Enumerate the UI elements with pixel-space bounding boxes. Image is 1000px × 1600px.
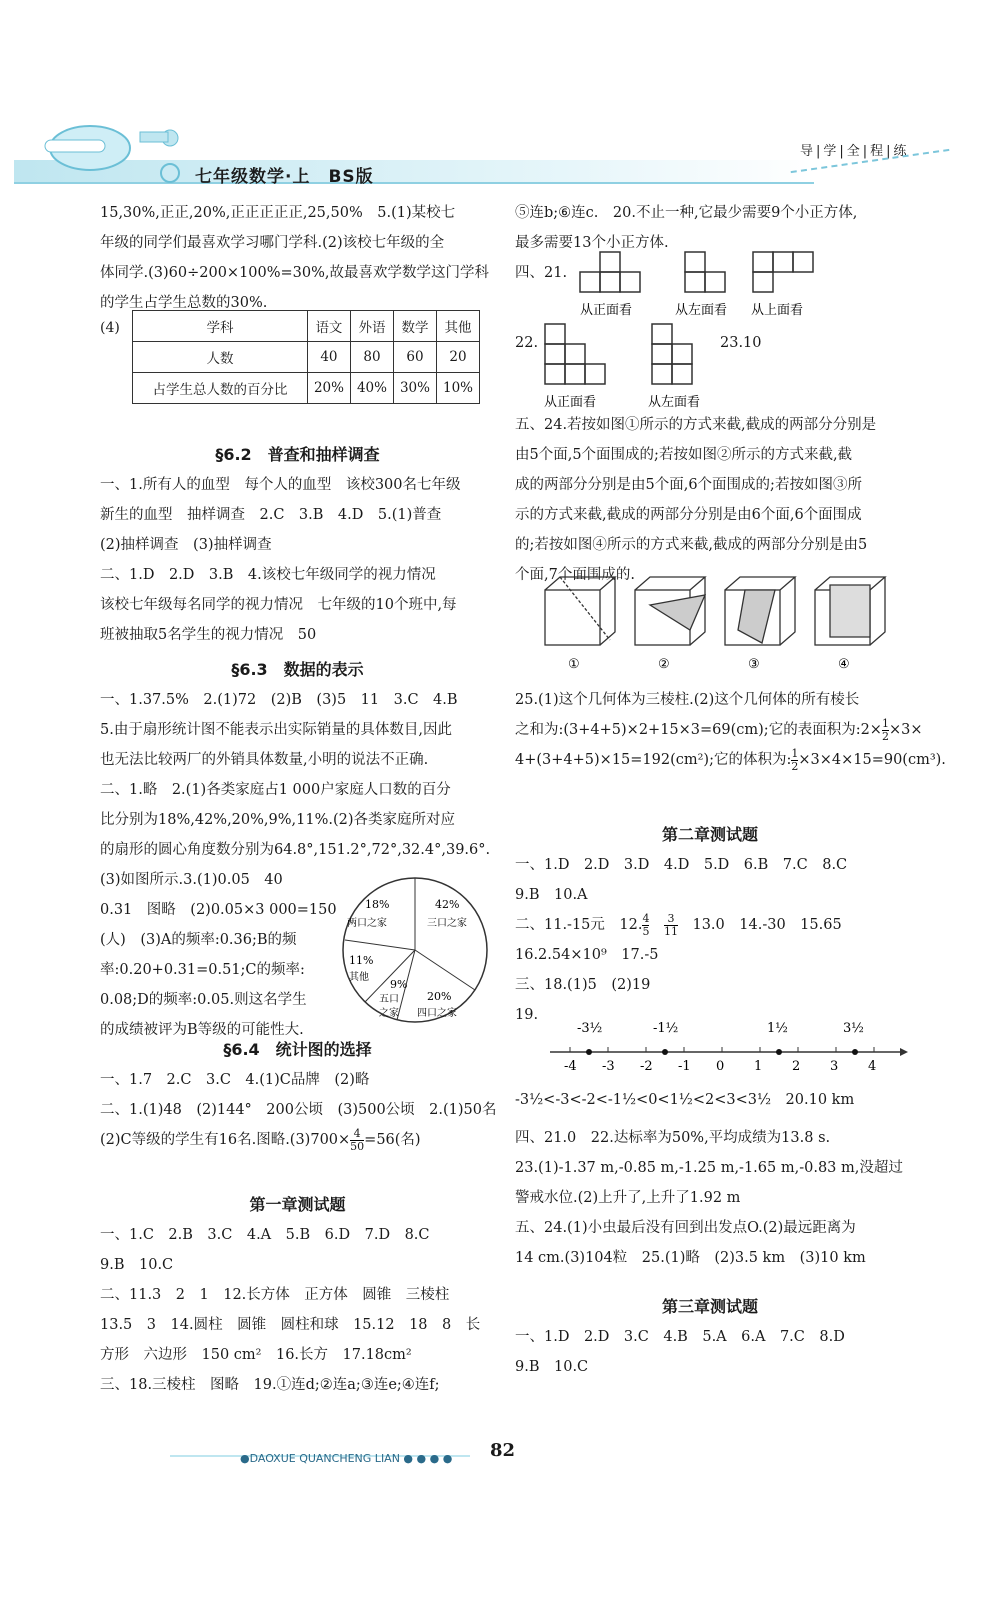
table-cell: 60	[393, 342, 436, 373]
number-line-tick-label: 2	[792, 1059, 801, 1074]
text-line: 三、18.(1)5 (2)19	[515, 977, 651, 993]
cube-label: ②	[658, 657, 670, 672]
number-line-point	[776, 1049, 782, 1055]
number-line-tick-label: -2	[640, 1059, 653, 1074]
text-line: 示的方式来截,截成的两部分分别是由6个面,6个面围成	[515, 507, 862, 523]
page-number: 82	[490, 1440, 516, 1461]
section-title: 第二章测试题	[661, 825, 758, 844]
table-cell: 20	[436, 342, 479, 373]
text-line: 五、24.若按如图①所示的方式来截,截成的两部分分别是	[515, 417, 877, 433]
text-line: 年级的同学们最喜欢学习哪门学科.(2)该校七年级的全	[100, 235, 445, 251]
text-line: 0.08;D的频率:0.05.则这名学生	[100, 992, 307, 1008]
text-line: -3½<-3<-2<-1½<0<1½<2<3<3½ 20.10 km	[515, 1092, 855, 1108]
cube-label: ③	[748, 657, 760, 672]
number-line	[545, 1012, 910, 1077]
header-title: 七年级数学·上 BS版	[195, 167, 374, 187]
pie-label: 20%	[427, 990, 452, 1003]
text-line: 25.(1)这个几何体为三棱柱.(2)这个几何体的所有棱长	[515, 692, 860, 708]
text-line: 最多需要13个小正方体.	[515, 235, 669, 251]
views-22-figure	[540, 322, 720, 414]
series-name: 导|学|全|程|练	[800, 144, 910, 159]
chapter-2-rest	[515, 1085, 905, 1273]
text-line: 9.B 10.C	[100, 1257, 174, 1273]
table-cell: 其他	[436, 311, 479, 342]
pie-label: 11%	[349, 954, 374, 967]
number-line-tick-label: -1	[678, 1059, 691, 1074]
table-cell: 外语	[350, 311, 393, 342]
problem-24	[515, 410, 905, 590]
section-title: §6.4 统计图的选择	[223, 1040, 372, 1059]
pie-label: 三口之家	[427, 918, 467, 929]
text-line: 新生的血型 抽样调查 2.C 3.B 4.D 5.(1)普查	[100, 507, 442, 523]
text-line: 之和为:(3+4+5)×2+15×3=69(cm);它的表面积为:2× $\frac{1}{2}$ ×3×	[515, 716, 923, 743]
text-line: 率:0.20+0.31=0.51;C的频率:	[100, 962, 305, 978]
text-line: 23.(1)-1.37 m,-0.85 m,-1.25 m,-1.65 m,-0.83 m,没超过	[515, 1160, 903, 1176]
pie-label: 之家	[379, 1008, 399, 1019]
views-21-figure	[575, 250, 855, 325]
table-cell: 30%	[393, 373, 436, 404]
text-line: 比分别为18%,42%,20%,9%,11%.(2)各类家庭所对应	[100, 812, 456, 828]
pie-label: 42%	[435, 898, 460, 911]
section-6-2	[100, 440, 495, 650]
text-line: 班被抽取5名学生的视力情况 50	[100, 627, 317, 643]
text-line: 一、1.C 2.B 3.C 4.A 5.B 6.D 7.D 8.C	[100, 1227, 430, 1243]
text-line: 一、1.D 2.D 3.D 4.D 5.D 6.B 7.C 8.C	[515, 857, 848, 873]
table-cell: 40%	[350, 373, 393, 404]
pie-label: 两口之家	[347, 918, 387, 929]
pie-label: 9%	[390, 978, 408, 991]
section-title: 第三章测试题	[661, 1297, 758, 1316]
number-line-tick-label: 4	[868, 1059, 877, 1074]
pie-label: 其他	[349, 972, 369, 983]
text-line: 由5个面,5个面围成的;若按如图②所示的方式来截,截	[515, 447, 853, 463]
text-line: 14 cm.(3)104粒 25.(1)略 (2)3.5 km (3)10 km	[515, 1250, 866, 1266]
text-line: 二、1.D 2.D 3.B 4.该校七年级同学的视力情况	[100, 567, 436, 583]
number-line-point	[586, 1049, 592, 1055]
table-cell: 40	[307, 342, 350, 373]
text-line: 二、11.3 2 1 12.长方体 正方体 圆锥 三棱柱	[100, 1287, 450, 1303]
chapter-3-test	[515, 1292, 905, 1382]
text-line: 一、1.7 2.C 3.C 4.(1)C品牌 (2)略	[100, 1072, 370, 1088]
chapter-1-test	[100, 1190, 495, 1400]
table-cell: 语文	[307, 311, 350, 342]
cube-cut-figures	[540, 575, 900, 675]
number-line-point	[662, 1049, 668, 1055]
text-line: ⑤连b;⑥连c. 20.不止一种,它最少需要9个小正方体,	[515, 205, 858, 221]
text-line: (3)如图所示.3.(1)0.05 40	[100, 872, 283, 888]
text-line: 二、1.略 2.(1)各类家庭占1 000户家庭人口数的百分	[100, 782, 451, 798]
view-caption: 从上面看	[751, 303, 804, 318]
text-line: 也无法比较两厂的外销具体数量,小明的说法不正确.	[100, 752, 429, 768]
table-cell: 人数	[133, 342, 308, 373]
text-line: 的成绩被评为B等级的可能性大.	[100, 1022, 304, 1038]
family-pie-chart	[335, 870, 495, 1030]
section-title: §6.2 普查和抽样调查	[215, 445, 380, 464]
text-line: 三、18.三棱柱 图略 19.①连d;②连a;③连e;④连f;	[100, 1377, 440, 1393]
text-line: 方形 六边形 150 cm² 16.长方 17.18cm²	[100, 1347, 412, 1363]
mascot-icon	[20, 118, 180, 188]
view-caption: 从左面看	[648, 395, 701, 410]
section-title: 第一章测试题	[249, 1195, 346, 1214]
text-line: 16.2.54×10⁹ 17.-5	[515, 947, 659, 963]
number-line-tick-label: 1	[754, 1059, 763, 1074]
table-cell: 数学	[393, 311, 436, 342]
text-line: 四、21.	[515, 265, 568, 281]
problem-22-label: 22.	[515, 335, 539, 351]
text-line: 9.B 10.A	[515, 887, 588, 903]
table-cell: 20%	[307, 373, 350, 404]
chapter-2-test	[515, 820, 905, 1030]
view-caption: 从正面看	[580, 303, 633, 318]
problem-23-answer: 23.10	[720, 335, 762, 351]
text-line: 15,30%,正正,20%,正正正正正,25,50% 5.(1)某校七	[100, 205, 456, 221]
text-line: 19.	[515, 1007, 539, 1023]
text-line: 4+(3+4+5)×15=192(cm²);它的体积为: $\frac{1}{2}$ ×3×4×15=90(cm³).	[515, 746, 946, 773]
text-line: 四、21.0 22.达标率为50%,平均成绩为13.8 s.	[515, 1130, 831, 1146]
section-6-4	[100, 1035, 495, 1155]
text-line: 9.B 10.C	[515, 1359, 589, 1375]
subject-table	[132, 310, 480, 404]
text-line: 该校七年级每名同学的视力情况 七年级的10个班中,每	[100, 597, 457, 613]
number-line-tick-label: -4	[564, 1059, 577, 1074]
table-cell: 占学生总人数的百分比	[133, 373, 308, 404]
left-column	[100, 198, 495, 318]
number-line-point-label: -1½	[653, 1021, 679, 1036]
text-line: 成的两部分分别是由5个面,6个面围成的;若按如图③所	[515, 477, 862, 493]
cube-label: ①	[568, 657, 580, 672]
cube-label: ④	[838, 657, 850, 672]
number-line-tick-label: 3	[830, 1059, 839, 1074]
text-line: 二、11.-15元 12. $\frac{4}{5}$ $\frac{3}{11}$ 13.0 14.-30 15.65	[515, 911, 842, 938]
text-line: 的;若按如图④所示的方式来截,截成的两部分分别是由5	[515, 537, 868, 553]
number-line-point-label: 3½	[843, 1021, 864, 1036]
number-line-point-label: 1½	[767, 1021, 788, 1036]
section-title: §6.3 数据的表示	[231, 660, 364, 679]
number-line-tick-label: -3	[602, 1059, 615, 1074]
text-line: 13.5 3 14.圆柱 圆锥 圆柱和球 15.12 18 8 长	[100, 1317, 481, 1333]
text-line: 的扇形的圆心角度数分别为64.8°,151.2°,72°,32.4°,39.6°.	[100, 842, 491, 858]
pie-label: 五口	[379, 994, 399, 1005]
text-line: 二、1.(1)48 (2)144° 200公顷 (3)500公顷 2.(1)50名	[100, 1102, 497, 1118]
number-line-tick-label: 0	[716, 1059, 725, 1074]
text-line: 0.31 图略 (2)0.05×3 000=150	[100, 902, 337, 918]
text-line: 五、24.(1)小虫最后没有回到出发点O.(2)最远距离为	[515, 1220, 856, 1236]
text-line: (2)C等级的学生有16名.图略.(3)700× $\frac{4}{50}$ =56(名)	[100, 1126, 421, 1153]
view-caption: 从左面看	[675, 303, 728, 318]
view-caption: 从正面看	[544, 395, 597, 410]
text-line: 一、1.D 2.D 3.C 4.B 5.A 6.A 7.C 8.D	[515, 1329, 845, 1345]
pie-label: 四口之家	[417, 1008, 457, 1019]
problem-25	[515, 685, 946, 775]
text-line: 一、1.37.5% 2.(1)72 (2)B (3)5 11 3.C 4.B	[100, 692, 458, 708]
text-line: 警戒水位.(2)上升了,上升了1.92 m	[515, 1190, 741, 1206]
text-line: 个面,7个面围成的.	[515, 567, 635, 583]
table-label: (4)	[100, 320, 120, 336]
text-line: (人) (3)A的频率:0.36;B的频	[100, 932, 297, 948]
number-line-point	[852, 1049, 858, 1055]
text-line: 5.由于扇形统计图不能表示出实际销量的具体数目,因此	[100, 722, 452, 738]
table-cell: 10%	[436, 373, 479, 404]
footer-text: ●DAOXUE QUANCHENG LIAN ● ● ● ●	[240, 1452, 453, 1465]
table-cell: 学科	[133, 311, 308, 342]
pie-label: 18%	[365, 898, 390, 911]
text-line: (2)抽样调查 (3)抽样调查	[100, 537, 272, 553]
text-line: 体同学.(3)60÷200×100%=30%,故最喜欢学数学这门学科	[100, 265, 490, 281]
text-line: 的学生占学生总数的30%.	[100, 295, 268, 311]
number-line-point-label: -3½	[577, 1021, 603, 1036]
text-line: 一、1.所有人的血型 每个人的血型 该校300名七年级	[100, 477, 461, 493]
table-cell: 80	[350, 342, 393, 373]
